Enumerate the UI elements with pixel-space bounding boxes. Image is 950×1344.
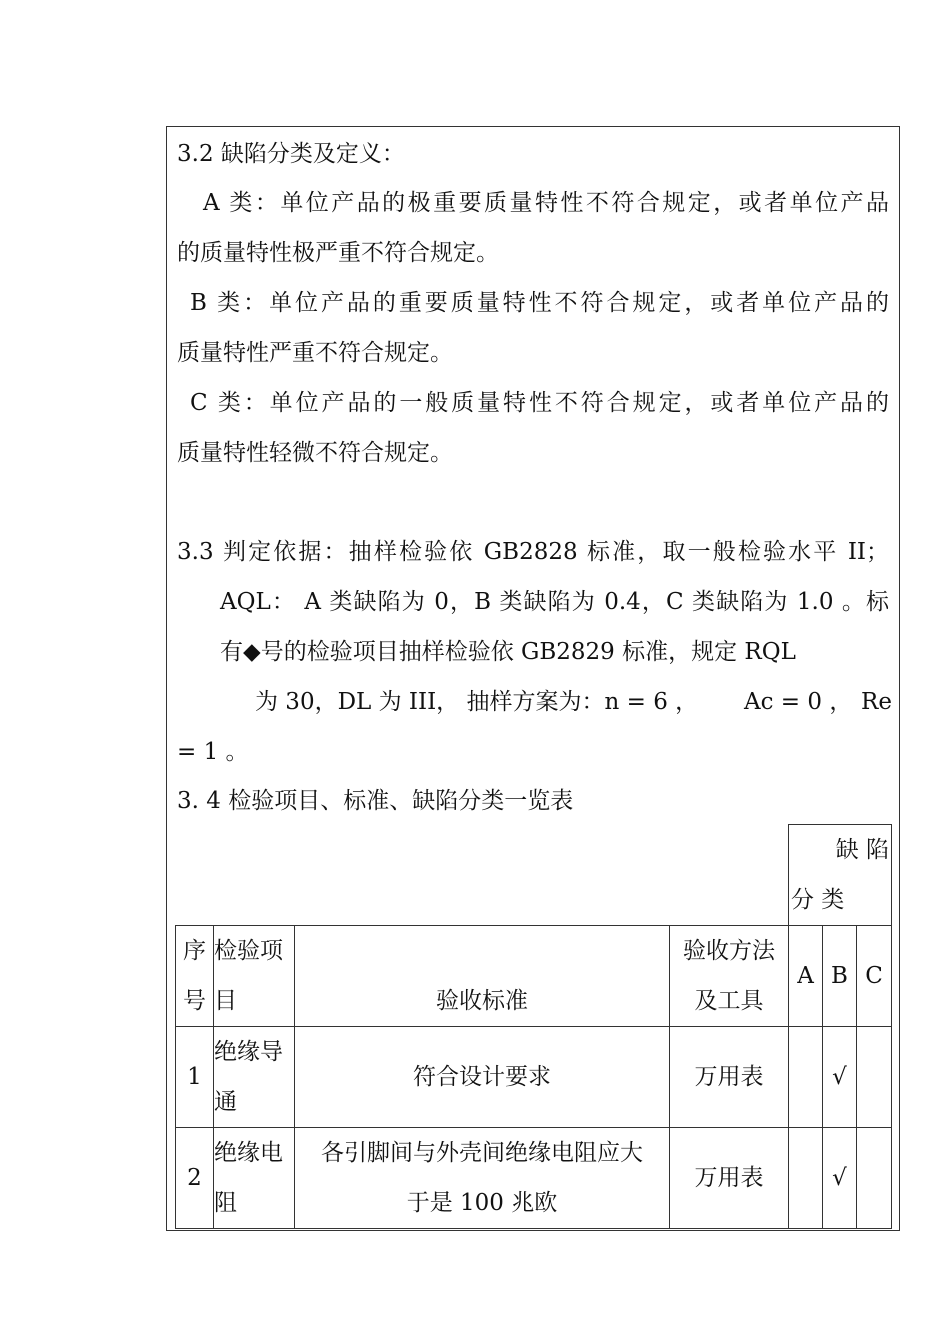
row-class-a <box>789 1027 823 1128</box>
row-standard: 各引脚间与外壳间绝缘电阻应大 于是 100 兆欧 <box>295 1128 670 1229</box>
section-3-3-line-2: AQL： A 类缺陷为 0，B 类缺陷为 0.4，C 类缺陷为 1.0 。标 <box>220 589 889 615</box>
section-3-3-line-4c: Re <box>861 689 892 715</box>
header-method: 验收方法 及工具 <box>670 926 789 1027</box>
section-3-2-title: 3.2 缺陷分类及定义： <box>177 141 405 167</box>
header-standard: 验收标准 <box>295 926 670 1027</box>
table-row <box>176 1027 892 1128</box>
header-class-b: B <box>823 926 857 1027</box>
header-item: 检验项 目 <box>214 926 295 1027</box>
section-3-3-line-4a: 为 30，DL 为 III， 抽样方案为：n = 6 ， <box>255 689 699 715</box>
row-method: 万用表 <box>670 1027 789 1128</box>
row-class-c <box>857 1128 892 1229</box>
row-item: 绝缘电 阻 <box>214 1128 295 1229</box>
inspection-table <box>175 824 892 1229</box>
class-a-line-1: A 类：单位产品的极重要质量特性不符合规定，或者单位产品 <box>203 190 889 216</box>
header-class-a: A <box>789 926 823 1027</box>
row-class-b: √ <box>823 1128 857 1229</box>
header-class-c: C <box>857 926 892 1027</box>
class-a-line-2: 的质量特性极严重不符合规定。 <box>177 240 499 266</box>
row-seq: 1 <box>176 1027 214 1128</box>
row-item: 绝缘导 通 <box>214 1027 295 1128</box>
row-class-b: √ <box>823 1027 857 1128</box>
row-standard: 符合设计要求 <box>295 1027 670 1128</box>
section-3-3-line-1: 3.3 判定依据：抽样检验依 GB2828 标准，取一般检验水平 II； <box>177 539 889 565</box>
section-3-3-line-3: 有◆号的检验项目抽样检验依 GB2829 标准，规定 RQL <box>220 639 796 665</box>
row-seq: 2 <box>176 1128 214 1229</box>
class-b-line-1: B 类：单位产品的重要质量特性不符合规定，或者单位产品的 <box>190 290 889 316</box>
defect-class-header: 缺 陷 分 类 <box>789 825 892 926</box>
row-class-a <box>789 1128 823 1229</box>
class-b-line-2: 质量特性严重不符合规定。 <box>177 340 453 366</box>
section-3-3-line-5: = 1 。 <box>177 739 249 765</box>
section-3-3-line-4b: Ac = 0 ， <box>744 689 853 715</box>
table-header-row <box>176 926 892 1027</box>
class-c-line-2: 质量特性轻微不符合规定。 <box>177 440 453 466</box>
section-3-4-title: 3. 4 检验项目、标准、缺陷分类一览表 <box>177 788 574 814</box>
class-c-line-1: C 类：单位产品的一般质量特性不符合规定，或者单位产品的 <box>190 390 889 416</box>
table-row <box>176 1128 892 1229</box>
row-method: 万用表 <box>670 1128 789 1229</box>
defect-class-header-row <box>176 825 892 926</box>
row-class-c <box>857 1027 892 1128</box>
header-seq: 序 号 <box>176 926 214 1027</box>
